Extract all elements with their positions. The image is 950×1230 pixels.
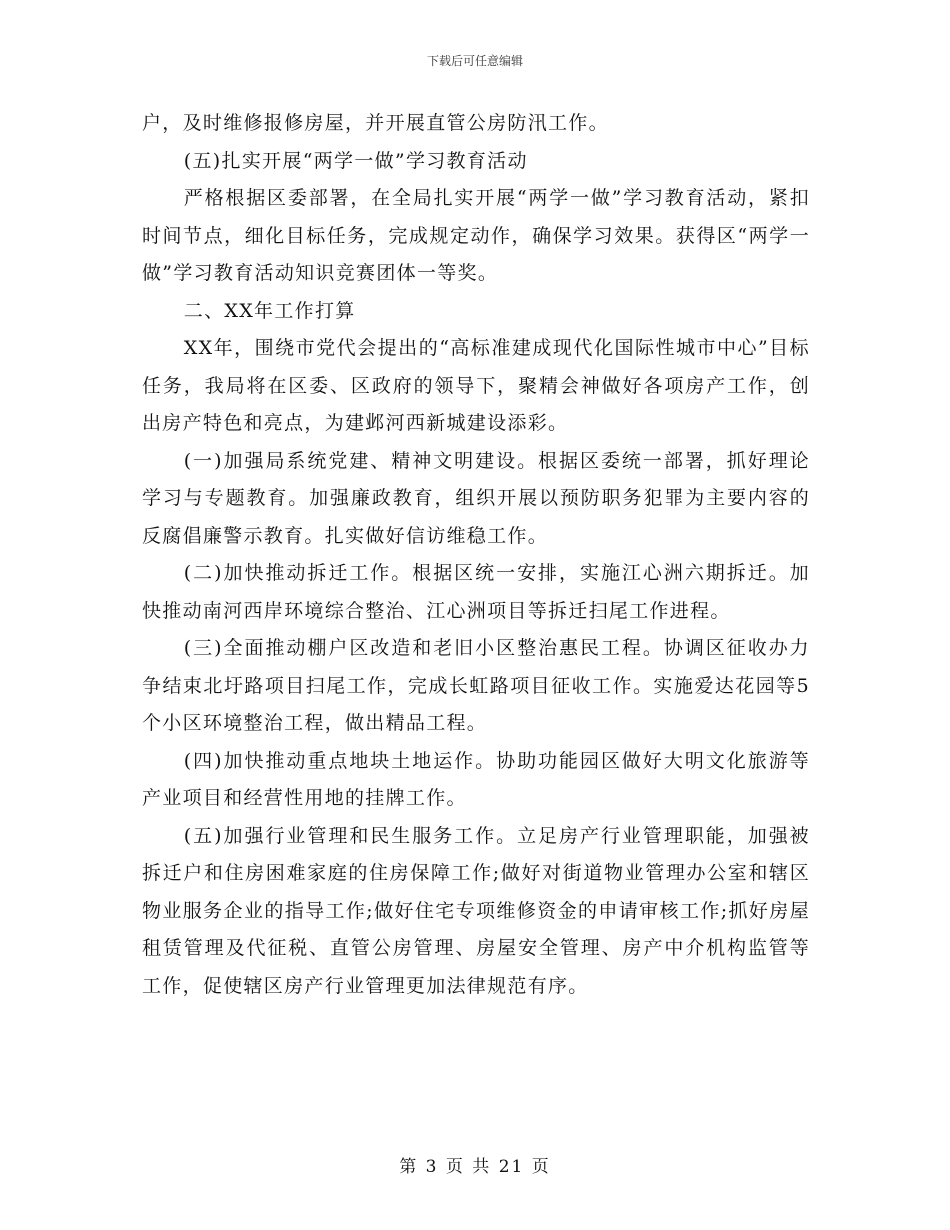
paragraph: XX年，围绕市党代会提出的“高标准建成现代化国际性城市中心”目标任务，我局将在区委、区政府的领导下，聚精会神做好各项房产工作，创出房产特色和亮点，为建邺河西新城建设添彩。: [142, 337, 810, 434]
paragraph: 户，及时维修报修房屋，并开展直管公房防汛工作。: [142, 112, 609, 134]
section-heading: 二、XX年工作打算: [183, 299, 356, 322]
header-note: 下载后可任意编辑: [426, 54, 523, 68]
paragraph: 严格根据区委部署，在全局扎实开展“两学一做”学习教育活动，紧扣时间节点，细化目标任务，完成规定动作，确保学习效果。获得区“两学一做”学习教育活动知识竞赛团体一等奖。: [142, 187, 810, 284]
paragraph: (二)加快推动拆迁工作。根据区统一安排，实施江心洲六期拆迁。加快推动南河西岸环境综合整治、江心洲项目等拆迁扫尾工作进程。: [142, 562, 810, 622]
paragraph: (四)加快推动重点地块土地运作。协助功能园区做好大明文化旅游等产业项目和经营性用地的挂牌工作。: [142, 749, 810, 809]
section-heading: (五)扎实开展“两学一做”学习教育活动: [183, 149, 528, 172]
page-footer: 第 3 页 共 21 页: [399, 1157, 551, 1177]
paragraph: (五)加强行业管理和民生服务工作。立足房产行业管理职能，加强被拆迁户和住房困难家庭的住房保障工作;做好对街道物业管理办公室和辖区物业服务企业的指导工作;做好住宅专项维修资金的申请审核工作;抓好房屋租赁管理及代征税、直管公房管理、房屋安全管理、房产中介机构监管等工作，促使辖区房产行业管理更加法律规范有序。: [142, 824, 810, 997]
document-body: [142, 105, 810, 1005]
paragraph: (一)加强局系统党建、精神文明建设。根据区委统一部署，抓好理论学习与专题教育。加强廉政教育，组织开展以预防职务犯罪为主要内容的反腐倡廉警示教育。扎实做好信访维稳工作。: [142, 449, 810, 547]
paragraph: (三)全面推动棚户区改造和老旧小区整治惠民工程。协调区征收办力争结束北圩路项目扫尾工作，完成长虹路项目征收工作。实施爱达花园等5个小区环境整治工程，做出精品工程。: [142, 637, 810, 734]
